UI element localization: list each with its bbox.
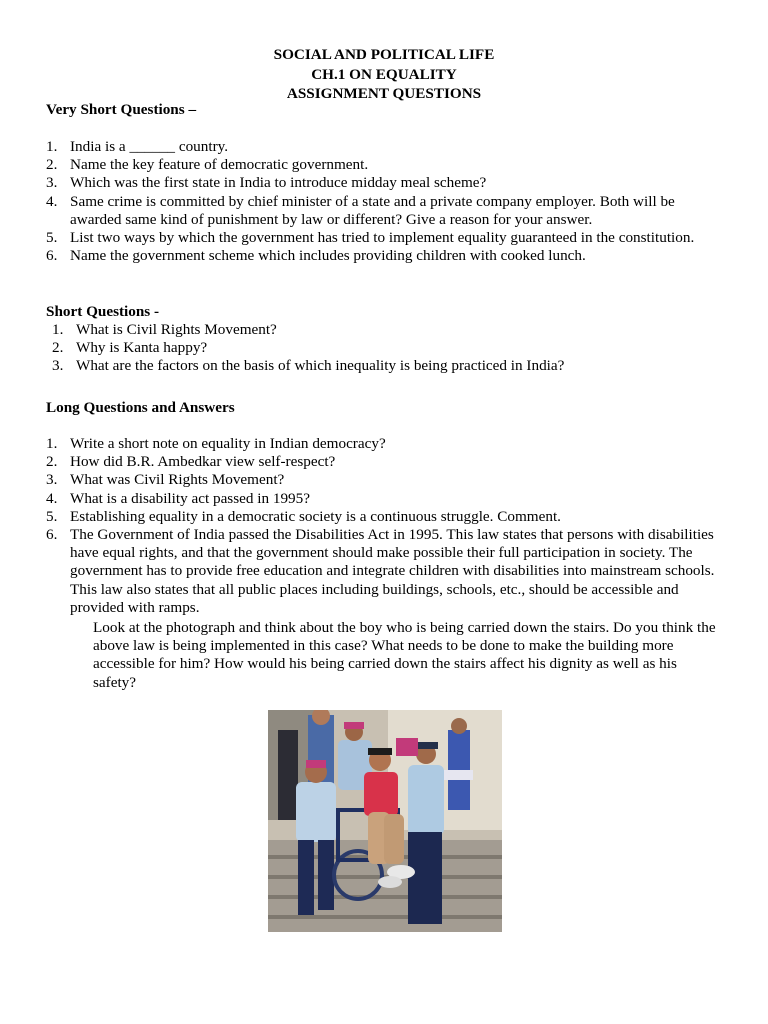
list-item: 4. What is a disability act passed in 1995? xyxy=(46,489,310,507)
list-item: 3. What was Civil Rights Movement? xyxy=(46,471,285,489)
list-item: 3. What are the factors on the basis of which inequality is being practiced in India? xyxy=(52,357,565,375)
document-title xyxy=(0,45,768,104)
long-list xyxy=(46,435,726,617)
title-subject: SOCIAL AND POLITICAL LIFE xyxy=(273,46,495,63)
photo-boy-carried-down-stairs xyxy=(268,710,502,932)
list-item: 2. How did B.R. Ambedkar view self-respect? xyxy=(46,453,336,471)
list-item: 4. Same crime is committed by chief minister of a state and a private company employer. Both will be awarded same kind of punishment by law or different? Give a reason for your answer. xyxy=(46,192,675,228)
list-item: 5. Establishing equality in a democratic society is a continuous struggle. Comment. xyxy=(46,507,561,525)
list-item: 5. List two ways by which the government has tried to implement equality guaranteed in the constitution. xyxy=(46,229,695,247)
photo-question-paragraph: Look at the photograph and think about the boy who is being carried down the stairs. Do you think the above law is being implemented in this case? What needs to be done to make the building more accessible for him? How would his being carried down the stairs affect his dignity as well as his safety? xyxy=(93,619,716,691)
very-short-list xyxy=(46,138,726,265)
title-chapter: CH.1 ON EQUALITY xyxy=(311,65,457,83)
list-item: 6. Name the government scheme which includes providing children with cooked lunch. xyxy=(46,247,586,265)
list-item: 3. Which was the first state in India to introduce midday meal scheme? xyxy=(46,174,487,192)
list-item: 2. Name the key feature of democratic government. xyxy=(46,156,369,174)
list-item: 1. Write a short note on equality in Indian democracy? xyxy=(46,435,386,452)
title-assignment: ASSIGNMENT QUESTIONS xyxy=(286,85,482,102)
very-short-heading: Very Short Questions – xyxy=(46,101,197,118)
list-item: 2. Why is Kanta happy? xyxy=(52,339,208,357)
list-item: 1. What is Civil Rights Movement? xyxy=(52,321,277,338)
list-item: 6. The Government of India passed the Disabilities Act in 1995. This law states that persons with disabilities have equal rights, and that the government should make possible their full participation in society. The government has to provide free education and integrate children with disabilities into mainstream schools. This law also states that all public places including buildings, schools, etc., should be accessible and provided with ramps. xyxy=(46,526,715,616)
short-heading: Short Questions - xyxy=(46,303,160,320)
list-item: 1. India is a ______ country. xyxy=(46,138,229,155)
short-list xyxy=(52,321,732,376)
long-heading: Long Questions and Answers xyxy=(46,399,235,416)
